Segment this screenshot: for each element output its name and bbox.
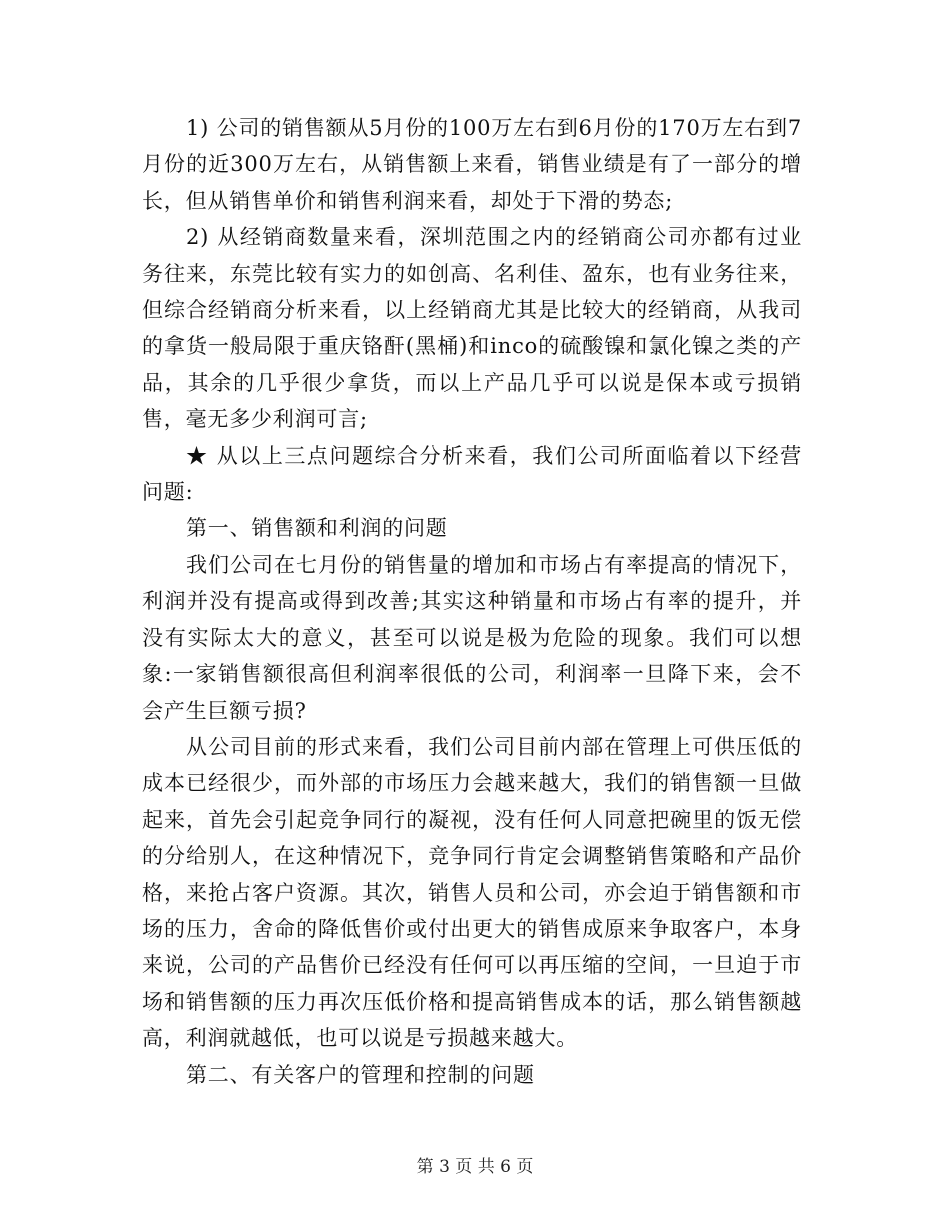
paragraph-summary: ★ 从以上三点问题综合分析来看，我们公司所面临着以下经营问题:: [142, 443, 802, 505]
section-heading-customer-management: 第二、有关客户的管理和控制的问题: [186, 1062, 535, 1087]
paragraph-sales-trend: 1) 公司的销售额从5月份的100万左右到6月份的170万左右到7月份的近300万左右，从销售额上来看，销售业绩是有了一部分的增长，但从销售单价和销售利润来看，却处于下滑的势态;: [142, 116, 802, 213]
section-heading-sales-profit: 第一、销售额和利润的问题: [186, 516, 448, 541]
paragraph-market-pressure: 从公司目前的形式来看，我们公司目前内部在管理上可供压低的成本已经很少，而外部的市场压力会越来越大，我们的销售额一旦做起来，首先会引起竞争同行的凝视，没有任何人同意把碗里的饭无偿的分给别人，在这种情况下，竞争同行肯定会调整销售策略和产品价格，来抢占客户资源。其次，销售人员和公司，亦会迫于销售额和市场的压力，舍命的降低售价或付出更大的销售成原来争取客户，本身来说，公司的产品售价已经没有任何可以再压缩的空间，一旦迫于市场和销售额的压力再次压低价格和提高销售成本的话，那么销售额越高，利润就越低，也可以说是亏损越来越大。: [142, 734, 802, 1051]
paragraph-july-analysis: 我们公司在七月份的销售量的增加和市场占有率提高的情况下，利润并没有提高或得到改善;其实这种销量和市场占有率的提升，并没有实际太大的意义，甚至可以说是极为危险的现象。我们可以想象:一家销售额很高但利润率很低的公司，利润率一旦降下来，会不会产生巨额亏损?: [142, 552, 802, 723]
paragraph-distributors: 2) 从经销商数量来看，深圳范围之内的经销商公司亦都有过业务往来，东莞比较有实力的如创高、名利佳、盈东，也有业务往来，但综合经销商分析来看，以上经销商尤其是比较大的经销商，从我司的拿货一般局限于重庆铬酐(黑桶)和inco的硫酸镍和氯化镍之类的产品，其余的几乎很少拿货，而以上产品几乎可以说是保本或亏损销售，毫无多少利润可言;: [142, 225, 802, 432]
document-body: [142, 110, 802, 1093]
page-footer: 第 3 页 共 6 页: [416, 1157, 534, 1177]
